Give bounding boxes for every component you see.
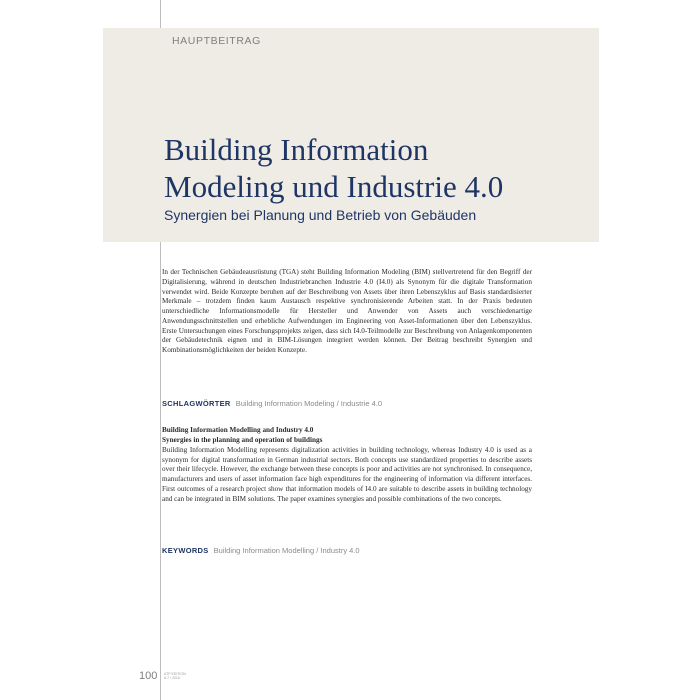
- journal-name: ATP EDITION: [164, 672, 186, 676]
- page-number: 100: [139, 670, 158, 682]
- keywords-german-label: SCHLAGWÖRTER: [162, 399, 231, 408]
- article-title-line-2: Modeling und Industrie 4.0: [164, 169, 504, 204]
- journal-issue: 6-7 / 2016: [164, 676, 180, 680]
- article-title-line-1: Building Information: [164, 132, 429, 167]
- article-subtitle: Synergien bei Planung und Betrieb von Gebäuden: [164, 207, 477, 223]
- keywords-english: [162, 546, 360, 555]
- abstract-german: In der Technischen Gebäudeausrüstung (TGA) steht Building Information Modeling (BIM) stellvertretend für den Begriff der Digitalisierung, während in deutschen Industriebranchen Industrie 4.0 (I4.0) als Synonym für die digitale Transformation verwendet wird. Beide Konzepte beruhen auf der Beschreibung von Assets über ihren Lebenszyklus auf Basis standardisierter Merkmale – trotzdem finden kaum Austausch respektive synchronisierende Arbeiten statt. In der Praxis bedeuten unterschiedliche Informationsmodelle für Hersteller und Anwender von Assets auch verschiedenartige Anwendungsschnittstellen und erhebliche Aufwendungen im Engineering von Asset-Informationen über den Lebenszyklus. Erste Untersuchungen eines Forschungsprojekts zeigen, dass sich I4.0-Teilmodelle zur Beschreibung von Anlagenkomponenten der Gebäudetechnik eignen und in BIM-Lösungen integriert werden können. Der Beitrag beschreibt Synergien und Kombinationsmöglichkeiten der beiden Konzepte.: [162, 268, 532, 354]
- keywords-english-value: Building Information Modelling / Industry 4.0: [213, 546, 360, 555]
- abstract-english-subtitle: Synergies in the planning and operation of buildings: [162, 435, 323, 444]
- section-label: HAUPTBEITRAG: [172, 35, 261, 47]
- abstract-english-title: Building Information Modelling and Industry 4.0: [162, 426, 314, 434]
- abstract-english: [162, 426, 532, 505]
- keywords-german: [162, 399, 382, 408]
- abstract-english-body: Building Information Modelling represents digitalization activities in building technology, whereas Industry 4.0 is used as a synonym for digital transformation in German industrial sectors. Both concepts use standardized properties to describe assets over their lifecycle. However, the exchange between these concepts is poor and activities are not synchronised. In consequence, manufacturers and users of asset information face high expenditures for the engineering of information via different interfaces. First outcomes of a research project show that information models of I4.0 are suitable to describe assets in building technology and can be integrated in BIM solutions. The paper examines synergies and possible combinations of the two concepts.: [162, 445, 532, 503]
- journal-info: [164, 672, 204, 680]
- keywords-english-label: KEYWORDS: [162, 546, 209, 555]
- article-title: [164, 131, 594, 205]
- keywords-german-value: Building Information Modeling / Industrie 4.0: [235, 399, 383, 408]
